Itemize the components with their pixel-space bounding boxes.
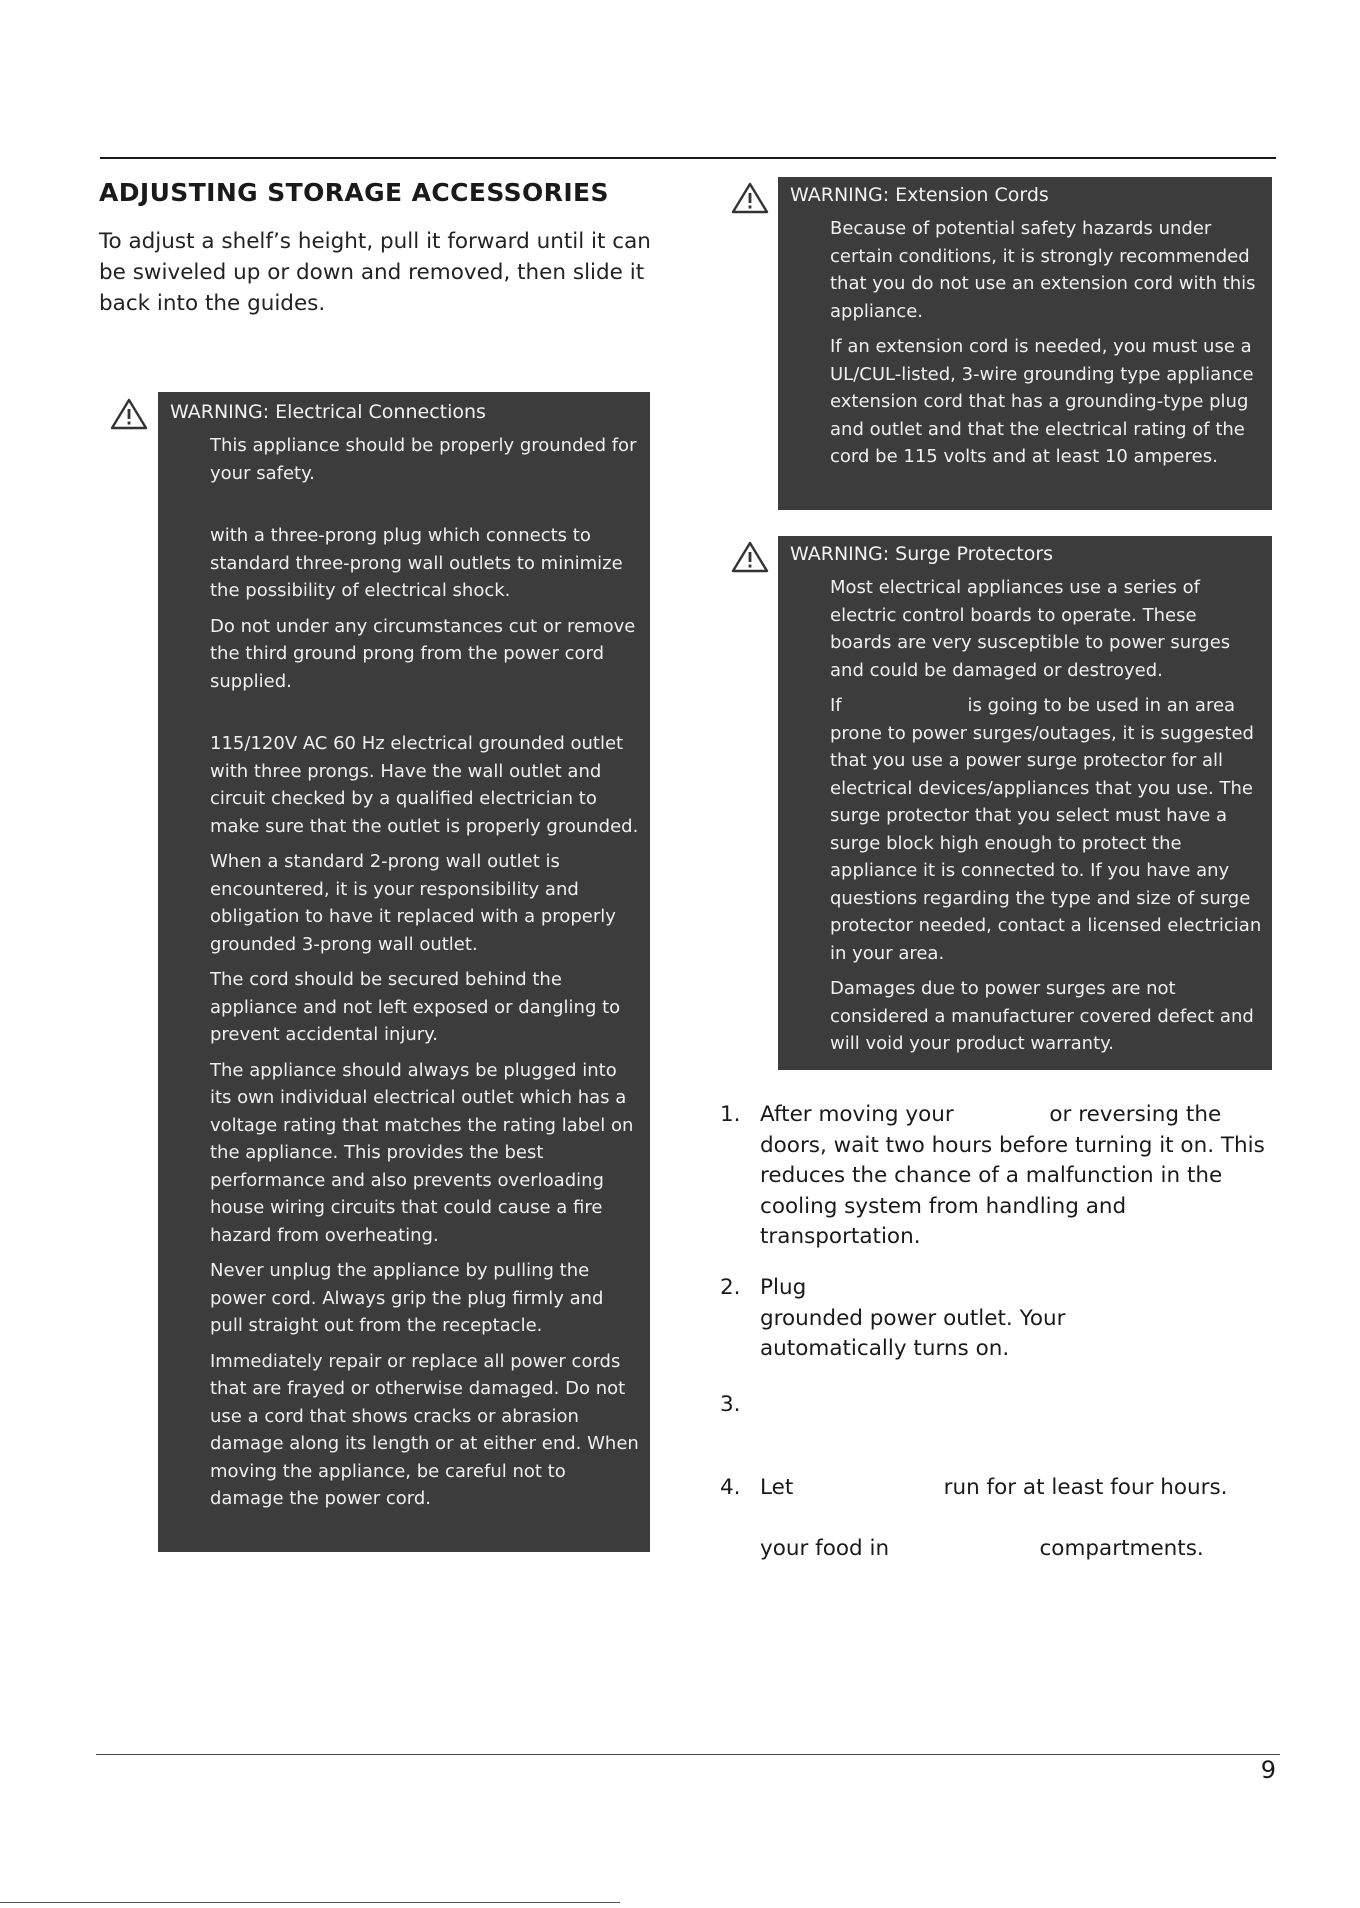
warning-triangle-icon — [731, 182, 769, 214]
warning-electrical-connections — [158, 392, 650, 1552]
warning-paragraph: Do not under any circumstances cut or remove the third ground prong from the power cord supplied. — [210, 615, 636, 692]
warning-extension-cords — [778, 177, 1272, 510]
warning-label: WARNING: — [790, 543, 890, 565]
warning-title: Surge Protectors — [895, 543, 1054, 565]
warning-paragraph: Damages due to power surges are not considered a manufacturer covered defect and will void your product warranty. — [830, 978, 1254, 1054]
step-text: Plug grounded power outlet. Your automatically turns on. — [760, 1275, 1066, 1361]
warning-triangle-icon — [731, 541, 769, 573]
warning-paragraph: Most electrical appliances use a series of electric control boards to operate. These boards are very susceptible to power surges and could be damaged or destroyed. — [830, 577, 1231, 681]
warning-paragraph: The cord should be secured behind the appliance and not left exposed or dangling to prevent accidental injury. — [210, 969, 621, 1045]
warning-heading — [790, 183, 1262, 207]
warning-paragraph: with a three-prong plug which connects to standard three-prong wall outlets to minimize the possibility of electrical shock. — [210, 525, 623, 601]
warning-heading — [170, 400, 640, 424]
page-number: 9 — [1260, 1756, 1276, 1784]
step-number: 3. — [720, 1392, 741, 1417]
warning-paragraph: Immediately repair or replace all power cords that are frayed or otherwise damaged. Do not use a cord that shows cracks or abrasion damage along its length or at either end. When moving the appliance, be careful not to damage the power cord. — [210, 1350, 639, 1509]
warning-label: WARNING: — [170, 401, 270, 423]
warning-paragraph: If is going to be used in an area prone to power surges/outages, it is suggested that you use a power surge protector for all electrical devices/appliances that you use. The surge protector that you select must have a surge block high enough to protect the appliance it is connected to. If you have any questions regarding the type and size of surge protector needed, contact a licensed electrician in your area. — [830, 695, 1267, 964]
warning-paragraph: When a standard 2-prong wall outlet is encountered, it is your responsibility and obligation to have it replaced with a properly grounded 3-prong wall outlet. — [210, 851, 616, 955]
step-text: After moving your or reversing the doors, wait two hours before turning it on. This reduces the chance of a malfunction in the cooling system from handling and transportation. — [760, 1102, 1272, 1249]
warning-heading — [790, 542, 1262, 566]
warning-paragraph: Because of potential safety hazards under certain conditions, it is strongly recommended that you do not use an extension cord with this appliance. — [830, 218, 1256, 322]
intro-text: To adjust a shelf’s height, pull it forward until it can be swiveled up or down and removed, then slide it back into the guides. — [99, 229, 651, 316]
warning-paragraph: The appliance should always be plugged into its own individual electrical outlet which has a voltage rating that matches the rating label on the appliance. This provides the best performance and also prevents overloading house wiring circuits that could cause a fire hazard from overheating. — [210, 1059, 634, 1246]
bottom-rule — [96, 1754, 1280, 1755]
warning-triangle-icon — [110, 398, 148, 430]
top-rule — [100, 157, 1276, 159]
warning-title: Electrical Connections — [275, 401, 486, 423]
warning-paragraph: 115/120V AC 60 Hz electrical grounded outlet with three prongs. Have the wall outlet and circuit checked by a qualified electrician to make sure that the outlet is properly grounded. — [210, 733, 639, 837]
warning-paragraph: This appliance should be properly grounded for your safety. — [210, 435, 637, 484]
warning-paragraph: Never unplug the appliance by pulling the power cord. Always grip the plug firmly and pull straight out from the receptacle. — [210, 1260, 604, 1336]
warning-label: WARNING: — [790, 184, 890, 206]
warning-paragraph: If an extension cord is needed, you must use a UL/CUL-listed, 3-wire grounding type appliance extension cord that has a grounding-type plug and outlet and that the electrical rating of the cord be 115 volts and at least 10 amperes. — [830, 336, 1254, 467]
step-number: 1. — [720, 1102, 741, 1127]
step-number: 2. — [720, 1275, 741, 1300]
step-text: Let run for at least four hours. your food in compartments. — [760, 1475, 1228, 1561]
warning-title: Extension Cords — [895, 184, 1049, 206]
footer-rule — [0, 1902, 620, 1903]
warning-surge-protectors — [778, 536, 1272, 1070]
step-number: 4. — [720, 1475, 741, 1500]
section-title: ADJUSTING STORAGE ACCESSORIES — [99, 178, 609, 207]
